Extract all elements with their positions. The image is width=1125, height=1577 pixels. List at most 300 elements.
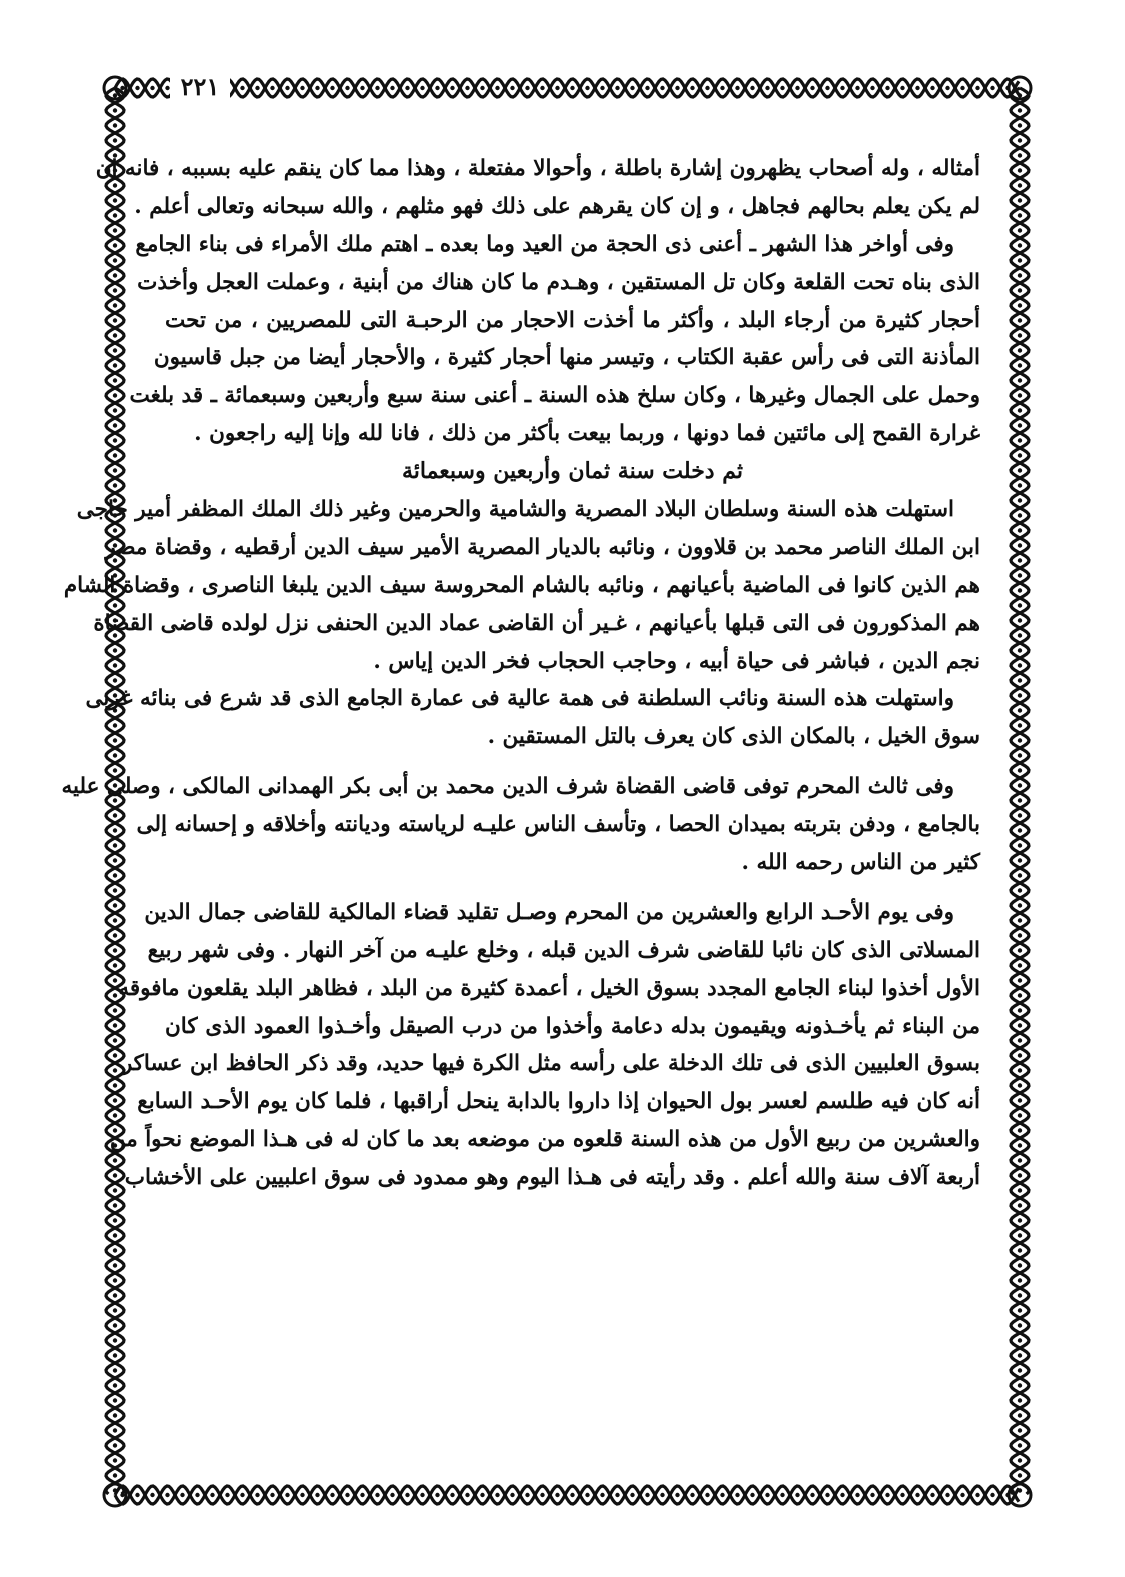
border-knot xyxy=(113,408,117,412)
border-knot xyxy=(1018,198,1022,202)
border-knot xyxy=(615,86,619,90)
border-knot xyxy=(960,86,964,90)
border-knot xyxy=(1018,768,1022,772)
border-knot xyxy=(1018,738,1022,742)
border-knot xyxy=(1018,1338,1022,1342)
border-knot xyxy=(1018,93,1022,97)
border-knot xyxy=(113,1068,117,1072)
border-knot xyxy=(270,86,274,90)
text-line: كثير من الناس رحمه الله . xyxy=(741,850,980,876)
border-knot xyxy=(113,243,117,247)
border-knot xyxy=(1018,933,1022,937)
border-knot xyxy=(450,1493,454,1497)
text-line: بسوق العلبيين الذى فى تلك الدخلة على رأسه مثل الكرة فيها حديد، وقد ذكر الحافظ ابن عساكر xyxy=(121,1051,980,1077)
border-knot xyxy=(870,86,874,90)
border-knot xyxy=(840,86,844,90)
border-knot xyxy=(1018,528,1022,532)
border-knot xyxy=(1018,993,1022,997)
text-line: الذى بناه تحت القلعة وكان تل المستقين ، وهـدم ما كان هناك من أبنية ، وعملت العجل وأخذت xyxy=(137,269,980,295)
border-knot xyxy=(113,1398,117,1402)
border-knot xyxy=(570,1493,574,1497)
border-knot xyxy=(945,86,949,90)
border-knot xyxy=(113,948,117,952)
text-line: أمثاله ، وله أصحاب يظهرون إشارة باطلة ، وأحوالا مفتعلة ، وهذا مما كان ينقم عليه بسببه ، فانه إن xyxy=(95,156,980,181)
border-knot xyxy=(780,1493,784,1497)
border-knot xyxy=(1018,648,1022,652)
border-knot xyxy=(1018,423,1022,427)
border-knot xyxy=(1018,903,1022,907)
border-knot xyxy=(113,273,117,277)
border-knot xyxy=(113,813,117,817)
border-knot xyxy=(113,1173,117,1177)
border-knot xyxy=(735,86,739,90)
border-knot xyxy=(1018,918,1022,922)
border-knot xyxy=(113,453,117,457)
border-knot xyxy=(150,1493,154,1497)
border-knot xyxy=(765,1493,769,1497)
border-knot xyxy=(1018,1143,1022,1147)
border-knot xyxy=(113,1413,117,1417)
border-knot xyxy=(1018,1218,1022,1222)
border-knot xyxy=(1018,1323,1022,1327)
border-knot xyxy=(735,1493,739,1497)
border-knot xyxy=(113,1383,117,1387)
border-knot xyxy=(1018,303,1022,307)
border-knot xyxy=(113,1098,117,1102)
border-knot xyxy=(915,1493,919,1497)
border-knot xyxy=(705,86,709,90)
page-text xyxy=(61,150,980,1197)
border-knot xyxy=(780,86,784,90)
border-knot xyxy=(113,918,117,922)
border-knot xyxy=(113,423,117,427)
border-knot xyxy=(225,1493,229,1497)
border-knot xyxy=(113,1053,117,1057)
border-knot xyxy=(375,1493,379,1497)
border-knot xyxy=(1018,1083,1022,1087)
text-line: نجم الدين ، فباشر فى حياة أبيه ، وحاجب الحجاب فخر الدين إياس . xyxy=(373,648,980,674)
border-knot xyxy=(480,1493,484,1497)
border-knot xyxy=(1018,183,1022,187)
border-knot xyxy=(113,1308,117,1312)
border-knot xyxy=(113,318,117,322)
border-knot xyxy=(630,1493,634,1497)
border-knot xyxy=(975,86,979,90)
border-knot xyxy=(1018,843,1022,847)
border-knot xyxy=(113,1278,117,1282)
border-knot xyxy=(540,86,544,90)
border-knot xyxy=(1018,318,1022,322)
text-line: لم يكن يعلم بحالهم فجاهل ، و إن كان يقرهم على ذلك فهو مثلهم ، والله سبحانه وتعالى أعلم . xyxy=(134,193,980,219)
border-knot xyxy=(675,86,679,90)
border-knot xyxy=(990,1493,994,1497)
text-line: وفى يوم الأحـد الرابع والعشرين من المحرم وصـل تقليد قضاء المالكية للقاضى جمال الدين xyxy=(144,899,954,925)
border-knot xyxy=(1018,168,1022,172)
border-knot xyxy=(330,1493,334,1497)
border-knot xyxy=(345,86,349,90)
border-knot xyxy=(390,86,394,90)
border-knot xyxy=(113,1113,117,1117)
border-knot xyxy=(885,86,889,90)
border-knot xyxy=(840,1493,844,1497)
border-knot xyxy=(113,258,117,262)
border-knot xyxy=(1018,573,1022,577)
border-knot xyxy=(630,86,634,90)
border-knot xyxy=(255,86,259,90)
border-knot xyxy=(240,1493,244,1497)
border-knot xyxy=(750,86,754,90)
border-knot xyxy=(113,108,117,112)
border-knot xyxy=(525,1493,529,1497)
border-knot xyxy=(113,1008,117,1012)
border-knot xyxy=(113,1293,117,1297)
border-knot xyxy=(135,1493,139,1497)
border-knot xyxy=(1018,723,1022,727)
border-knot xyxy=(1018,378,1022,382)
border-knot xyxy=(1018,453,1022,457)
border-knot xyxy=(270,1493,274,1497)
border-knot xyxy=(645,86,649,90)
border-knot xyxy=(315,86,319,90)
border-knot xyxy=(113,663,117,667)
border-knot xyxy=(1018,1233,1022,1237)
border-knot xyxy=(113,1473,117,1477)
border-knot xyxy=(1018,828,1022,832)
border-knot xyxy=(113,1083,117,1087)
border-knot xyxy=(113,963,117,967)
text-line: ابن الملك الناصر محمد بن قلاوون ، ونائبه بالديار المصرية الأمير سيف الدين أرقطيه ، وقضاة مصر xyxy=(105,534,980,560)
text-line: واستهلت هذه السنة ونائب السلطنة فى همة عالية فى عمارة الجامع الذى قد شرع فى بنائه غربى xyxy=(85,686,954,712)
border-knot xyxy=(930,1493,934,1497)
border-knot xyxy=(113,1428,117,1432)
border-knot xyxy=(375,86,379,90)
border-knot xyxy=(113,1368,117,1372)
border-knot xyxy=(1018,1203,1022,1207)
border-knot xyxy=(975,1493,979,1497)
border-knot xyxy=(180,1493,184,1497)
border-knot xyxy=(113,858,117,862)
border-knot xyxy=(113,1218,117,1222)
border-knot xyxy=(360,1493,364,1497)
border-knot xyxy=(795,1493,799,1497)
border-knot xyxy=(1018,1383,1022,1387)
border-knot xyxy=(1018,513,1022,517)
text-line: المسلاتى الذى كان نائبا للقاضى شرف الدين قبله ، وخلع عليـه من آخر النهار . وفى شهر ربيع xyxy=(147,937,980,963)
border-knot xyxy=(990,86,994,90)
border-knot xyxy=(960,1493,964,1497)
border-knot xyxy=(810,86,814,90)
border-knot xyxy=(113,288,117,292)
border-knot xyxy=(1018,948,1022,952)
border-knot xyxy=(450,86,454,90)
border-knot xyxy=(1018,1173,1022,1177)
border-knot xyxy=(1018,1068,1022,1072)
border-knot xyxy=(113,738,117,742)
border-knot xyxy=(1018,798,1022,802)
border-knot xyxy=(1018,633,1022,637)
border-knot xyxy=(113,903,117,907)
border-knot xyxy=(285,86,289,90)
border-knot xyxy=(705,1493,709,1497)
border-knot xyxy=(1018,588,1022,592)
border-knot xyxy=(495,86,499,90)
border-knot xyxy=(1018,558,1022,562)
border-knot xyxy=(113,333,117,337)
border-knot xyxy=(1018,1158,1022,1162)
border-knot xyxy=(870,1493,874,1497)
border-knot xyxy=(1018,1458,1022,1462)
border-knot xyxy=(113,378,117,382)
border-knot xyxy=(540,1493,544,1497)
border-knot xyxy=(825,1493,829,1497)
border-knot xyxy=(113,1353,117,1357)
border-knot xyxy=(1018,753,1022,757)
border-knot xyxy=(510,86,514,90)
text-line: سوق الخيل ، بالمكان الذى كان يعرف بالتل المستقين . xyxy=(487,724,980,750)
border-knot xyxy=(480,86,484,90)
text-line: الأول أخذوا لبناء الجامع المجدد بسوق الخيل ، أعمدة كثيرة من البلد ، فظاهر البلد يقلعون مافوقه xyxy=(118,975,980,1001)
border-knot xyxy=(1018,888,1022,892)
border-knot xyxy=(720,86,724,90)
border-knot xyxy=(120,86,124,90)
border-knot xyxy=(555,1493,559,1497)
border-knot xyxy=(165,1493,169,1497)
border-knot xyxy=(113,1323,117,1327)
border-knot xyxy=(113,1458,117,1462)
border-knot xyxy=(113,1233,117,1237)
border-knot xyxy=(315,1493,319,1497)
border-knot xyxy=(240,86,244,90)
border-knot xyxy=(1018,1353,1022,1357)
text-line: وحمل على الجمال وغيرها ، وكان سلخ هذه السنة ـ أعنى سنة سبع وأربعين وسبعمائة ـ قد بلغت xyxy=(129,383,980,409)
border-knot xyxy=(113,348,117,352)
border-knot xyxy=(645,1493,649,1497)
border-knot xyxy=(113,933,117,937)
border-knot xyxy=(1018,708,1022,712)
border-knot xyxy=(555,86,559,90)
border-knot xyxy=(1018,1263,1022,1267)
border-knot xyxy=(210,1493,214,1497)
border-knot xyxy=(465,1493,469,1497)
border-knot xyxy=(1018,678,1022,682)
border-knot xyxy=(113,1203,117,1207)
border-knot xyxy=(113,1488,117,1492)
border-knot xyxy=(585,1493,589,1497)
border-knot xyxy=(1018,1008,1022,1012)
border-knot xyxy=(600,86,604,90)
border-corner-ornament xyxy=(1009,1484,1031,1506)
text-line: بالجامع ، ودفن بتربته بميدان الحصا ، وتأسف الناس عليـه لرياسته وديانته وأخلاقه و إحسانه إلى xyxy=(136,812,980,838)
border-knot xyxy=(113,1188,117,1192)
border-knot xyxy=(113,303,117,307)
text-line: من البناء ثم يأخـذونه ويقيمون بدله دعامة وأخذوا من درب الصيقل وأخـذوا العمود الذى كان xyxy=(165,1013,980,1039)
border-knot xyxy=(660,86,664,90)
border-knot xyxy=(1018,1308,1022,1312)
border-knot xyxy=(1018,1023,1022,1027)
border-knot xyxy=(900,86,904,90)
border-knot xyxy=(720,1493,724,1497)
border-knot xyxy=(1018,978,1022,982)
border-knot xyxy=(113,213,117,217)
border-knot xyxy=(1018,363,1022,367)
border-knot xyxy=(1018,1428,1022,1432)
text-line: هم المذكورون فى التى قبلها بأعيانهم ، غـير أن القاضى عماد الدين الحنفى نزل لولده قاضى القضاة xyxy=(93,610,980,636)
border-knot xyxy=(495,1493,499,1497)
border-knot xyxy=(1018,108,1022,112)
border-knot xyxy=(1018,1443,1022,1447)
border-knot xyxy=(113,438,117,442)
border-knot xyxy=(405,86,409,90)
border-knot xyxy=(360,86,364,90)
border-knot xyxy=(285,1493,289,1497)
border-knot xyxy=(1018,1098,1022,1102)
border-knot xyxy=(765,86,769,90)
border-knot xyxy=(600,1493,604,1497)
text-line: هم الذين كانوا فى الماضية بأعيانهم ، ونائبه بالشام المحروسة سيف الدين يلبغا الناصرى ، وقضاة الشام xyxy=(63,572,980,598)
border-knot xyxy=(1018,333,1022,337)
border-knot xyxy=(945,1493,949,1497)
border-knot xyxy=(810,1493,814,1497)
border-knot xyxy=(113,1263,117,1267)
section-heading: ثم دخلت سنة ثمان وأربعين وسبعمائة xyxy=(401,458,744,485)
border-knot xyxy=(300,86,304,90)
text-line: أنه كان فيه طلسم لعسر بول الحيوان إذا داروا بالدابة ينحل أراقبها ، فلما كان يوم الأحـد السابع xyxy=(137,1089,980,1115)
border-knot xyxy=(1018,1398,1022,1402)
border-knot xyxy=(150,86,154,90)
border-knot xyxy=(195,1493,199,1497)
border-knot xyxy=(1018,393,1022,397)
border-knot xyxy=(660,1493,664,1497)
border-knot xyxy=(113,828,117,832)
border-knot xyxy=(1018,1278,1022,1282)
border-knot xyxy=(113,978,117,982)
border-knot xyxy=(1018,783,1022,787)
border-knot xyxy=(420,86,424,90)
border-knot xyxy=(1018,408,1022,412)
border-knot xyxy=(510,1493,514,1497)
border-knot xyxy=(113,873,117,877)
text-line: المأذنة التى فى رأس عقبة الكتاب ، وتيسر منها أحجار كثيرة ، والأحجار أيضا من جبل قاسيون xyxy=(153,345,980,371)
border-knot xyxy=(405,1493,409,1497)
border-knot xyxy=(1018,258,1022,262)
border-knot xyxy=(135,86,139,90)
border-knot xyxy=(855,86,859,90)
border-knot xyxy=(1018,1053,1022,1057)
border-knot xyxy=(1018,1113,1022,1117)
text-line: أربعة آلاف سنة والله أعلم . وقد رأيته فى هـذا اليوم وهو ممدود فى سوق اعلبيين على الأخشاب xyxy=(124,1165,980,1191)
text-line: استهلت هذه السنة وسلطان البلاد المصرية والشامية والحرمين وغير ذلك الملك المظفر أمير حاجى xyxy=(76,497,954,523)
text-line: وفى أواخر هذا الشهر ـ أعنى ذى الحجة من العيد وما بعده ـ اهتم ملك الأمراء فى بناء الجامع xyxy=(135,231,954,257)
border-knot xyxy=(113,228,117,232)
border-knot xyxy=(330,86,334,90)
border-knot xyxy=(113,993,117,997)
border-knot xyxy=(113,393,117,397)
border-knot xyxy=(113,198,117,202)
border-knot xyxy=(1018,1248,1022,1252)
border-knot xyxy=(435,86,439,90)
border-knot xyxy=(1018,483,1022,487)
border-knot xyxy=(825,86,829,90)
border-knot xyxy=(113,843,117,847)
border-knot xyxy=(390,1493,394,1497)
border-knot xyxy=(1018,1293,1022,1297)
border-knot xyxy=(1018,813,1022,817)
border-knot xyxy=(255,1493,259,1497)
text-line: والعشرين من ربيع الأول من هذه السنة قلعوه من موضعه بعد ما كان له فى هـذا الموضع نحواً من xyxy=(109,1127,980,1153)
border-knot xyxy=(113,723,117,727)
border-knot xyxy=(585,86,589,90)
border-knot xyxy=(750,1493,754,1497)
border-knot xyxy=(525,86,529,90)
border-knot xyxy=(300,1493,304,1497)
border-knot xyxy=(113,753,117,757)
border-knot xyxy=(1018,273,1022,277)
border-knot xyxy=(420,1493,424,1497)
border-knot xyxy=(113,468,117,472)
border-knot xyxy=(1018,1188,1022,1192)
border-knot xyxy=(113,888,117,892)
border-knot xyxy=(1018,693,1022,697)
border-knot xyxy=(1018,1128,1022,1132)
border-knot xyxy=(1018,213,1022,217)
border-knot xyxy=(113,1023,117,1027)
border-knot xyxy=(1018,543,1022,547)
border-knot xyxy=(1018,348,1022,352)
border-knot xyxy=(1018,663,1022,667)
border-knot xyxy=(690,86,694,90)
border-knot xyxy=(1018,123,1022,127)
text-line: غرارة القمح إلى مائتين فما دونها ، وربما بيعت بأكثر من ذلك ، فانا لله وإنا إليه راجعون . xyxy=(194,421,980,447)
border-knot xyxy=(1018,228,1022,232)
border-knot xyxy=(915,86,919,90)
border-knot xyxy=(1018,438,1022,442)
border-knot xyxy=(1018,1473,1022,1477)
border-knot xyxy=(570,86,574,90)
border-knot xyxy=(1018,498,1022,502)
border-knot xyxy=(113,483,117,487)
border-knot xyxy=(113,1338,117,1342)
border-knot xyxy=(1018,858,1022,862)
border-knot xyxy=(1018,288,1022,292)
border-knot xyxy=(1018,1413,1022,1417)
border-knot xyxy=(1018,138,1022,142)
border-knot xyxy=(113,123,117,127)
border-knot xyxy=(1018,603,1022,607)
border-knot xyxy=(345,1493,349,1497)
border-knot xyxy=(900,1493,904,1497)
border-knot xyxy=(675,1493,679,1497)
border-knot xyxy=(113,1443,117,1447)
border-knot xyxy=(113,1038,117,1042)
border-knot xyxy=(113,363,117,367)
border-knot xyxy=(113,1248,117,1252)
border-knot xyxy=(855,1493,859,1497)
border-knot xyxy=(113,648,117,652)
border-knot xyxy=(1018,1038,1022,1042)
page-number: ٢٢١ xyxy=(170,70,230,104)
border-knot xyxy=(435,1493,439,1497)
border-knot xyxy=(795,86,799,90)
border-knot xyxy=(1018,963,1022,967)
border-knot xyxy=(1018,873,1022,877)
border-knot xyxy=(113,93,117,97)
border-knot xyxy=(690,1493,694,1497)
border-knot xyxy=(1018,618,1022,622)
text-line: وفى ثالث المحرم توفى قاضى القضاة شرف الدين محمد بن أبى بكر الهمدانى المالكى ، وصلى عليه xyxy=(61,774,954,800)
border-knot xyxy=(885,1493,889,1497)
border-knot xyxy=(1018,243,1022,247)
border-knot xyxy=(1018,153,1022,157)
